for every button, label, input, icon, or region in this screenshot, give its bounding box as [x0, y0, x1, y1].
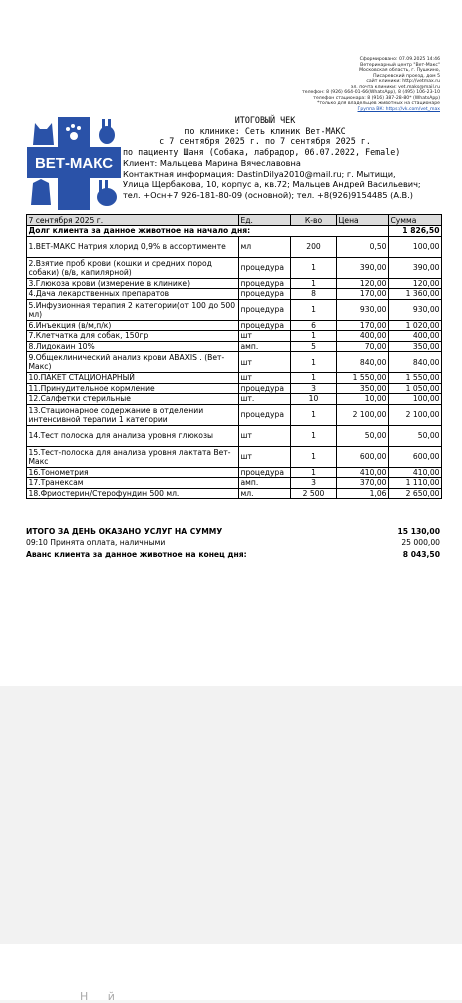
- clinic-email: эл. почта клиники: vet.maks@mail.ru: [350, 84, 440, 90]
- item-unit: шт.: [239, 394, 291, 405]
- debt-start-row: [27, 226, 442, 237]
- clinic-phone: телефон: 8 (926) 664-01-66(WhatsApp), 8 (495) 106-23-10: [302, 90, 440, 95]
- item-qty: 1: [291, 467, 337, 478]
- item-unit: амп.: [239, 341, 291, 352]
- item-qty: 1: [291, 257, 337, 278]
- page-gap: [0, 686, 462, 944]
- total-value: 15 130,00: [397, 527, 440, 536]
- clinic-street: Писаревский проезд, дом 5: [373, 73, 440, 79]
- item-sum: 400,00: [389, 331, 442, 342]
- item-name: 8.Лидокаин 10%: [27, 341, 239, 352]
- clinic-site: сайт клиники: http://vetmax.ru: [366, 79, 440, 84]
- item-sum: 840,00: [389, 352, 442, 373]
- item-unit: шт: [239, 373, 291, 384]
- client-name: Клиент: Мальцева Марина Вячеславовна: [123, 158, 301, 168]
- receipt-period: с 7 сентября 2025 г. по 7 сентября 2025 г.: [159, 136, 371, 146]
- item-price: 170,00: [337, 289, 389, 300]
- item-name: 5.Инфузионная терапия 2 категории(от 100 до 500 мл): [27, 299, 239, 320]
- debt-start-value: 1 826,50: [389, 226, 442, 237]
- item-name: 1.ВЕТ-МАКС Натрия хлорид 0,9% в ассортименте: [27, 236, 239, 257]
- item-qty: 1: [291, 278, 337, 289]
- item-name: 18.Фриостерин/Стерофундин 500 мл.: [27, 488, 239, 499]
- item-sum: 410,00: [389, 467, 442, 478]
- item-name: 7.Клетчатка для собак, 150гр: [27, 331, 239, 342]
- table-row: [27, 320, 442, 331]
- item-name: 16.Тонометрия: [27, 467, 239, 478]
- table-header-row: [27, 215, 442, 226]
- item-price: 120,00: [337, 278, 389, 289]
- item-name: 17.Транексам: [27, 478, 239, 489]
- item-price: 390,00: [337, 257, 389, 278]
- item-unit: процедура: [239, 383, 291, 394]
- table-row: [27, 488, 442, 499]
- item-unit: процедура: [239, 320, 291, 331]
- hospital-phone: телефон стационара: 8 (916) 387-28-80* (WhatsApp): [313, 95, 440, 101]
- item-sum: 1 110,00: [389, 478, 442, 489]
- item-price: 170,00: [337, 320, 389, 331]
- item-qty: 1: [291, 446, 337, 467]
- table-row: [27, 404, 442, 425]
- item-sum: 2 650,00: [389, 488, 442, 499]
- advance-value: 8 043,50: [402, 549, 440, 559]
- item-price: 0,50: [337, 236, 389, 257]
- vet-max-logo: [27, 117, 121, 210]
- header-sum: Сумма: [389, 215, 442, 226]
- table-row: [27, 383, 442, 394]
- table-row: [27, 394, 442, 405]
- generated-at: Сформировано: 07.09.2025 14:46: [359, 57, 440, 62]
- item-price: 350,00: [337, 383, 389, 394]
- table-row: [27, 236, 442, 257]
- item-sum: 930,00: [389, 299, 442, 320]
- table-row: [27, 478, 442, 489]
- item-sum: 1 550,00: [389, 373, 442, 384]
- item-price: 2 100,00: [337, 404, 389, 425]
- item-price: 600,00: [337, 446, 389, 467]
- item-sum: 1 020,00: [389, 320, 442, 331]
- item-qty: 6: [291, 320, 337, 331]
- item-unit: процедура: [239, 278, 291, 289]
- receipt-clinic-line: по клинике: Сеть клиник Вет-МАКС: [184, 125, 346, 136]
- item-sum: 100,00: [389, 394, 442, 405]
- item-name: 15.Тест-полоска для анализа уровня лактата Вет-Макс: [27, 446, 239, 467]
- receipt-title: ИТОГОВЫЙ ЧЕК: [234, 115, 296, 125]
- item-price: 50,00: [337, 425, 389, 446]
- item-unit: шт: [239, 352, 291, 373]
- item-unit: процедура: [239, 404, 291, 425]
- item-unit: мл.: [239, 488, 291, 499]
- table-row: [27, 467, 442, 478]
- table-row: [27, 446, 442, 467]
- item-sum: 120,00: [389, 278, 442, 289]
- item-sum: 1 050,00: [389, 383, 442, 394]
- item-unit: шт: [239, 425, 291, 446]
- header-date: 7 сентября 2025 г.: [27, 215, 239, 226]
- item-name: 11.Принудительное кормление: [27, 383, 239, 394]
- payment-label: 09:10 Принята оплата, наличными: [26, 538, 166, 548]
- debt-start-label: Долг клиента за данное животное на начало дня:: [27, 226, 389, 237]
- logo-text: ВЕТ-МАКС: [34, 155, 114, 172]
- item-name: 10.ПАКЕТ СТАЦИОНАРНЫЙ: [27, 373, 239, 384]
- header-unit: Ед.: [239, 215, 291, 226]
- clinic-name: Ветеринарный центр "Вет-Макс": [360, 62, 440, 68]
- item-unit: процедура: [239, 289, 291, 300]
- table-row: [27, 299, 442, 320]
- advance-label: Аванс клиента за данное животное на конец дня:: [26, 549, 247, 559]
- table-row: [27, 289, 442, 300]
- receipt-title-block: [150, 115, 380, 147]
- item-sum: 350,00: [389, 341, 442, 352]
- item-qty: 1: [291, 299, 337, 320]
- item-unit: шт: [239, 446, 291, 467]
- total-row: [26, 526, 441, 537]
- item-price: 840,00: [337, 352, 389, 373]
- next-page: [0, 944, 462, 1000]
- item-price: 70,00: [337, 341, 389, 352]
- item-price: 10,00: [337, 394, 389, 405]
- item-unit: процедура: [239, 257, 291, 278]
- item-price: 1,06: [337, 488, 389, 499]
- services-table: [26, 214, 442, 499]
- item-unit: амп.: [239, 478, 291, 489]
- item-name: 4.Дача лекарственных препаратов: [27, 289, 239, 300]
- item-sum: 2 100,00: [389, 404, 442, 425]
- item-qty: 1: [291, 331, 337, 342]
- item-qty: 1: [291, 404, 337, 425]
- item-qty: 10: [291, 394, 337, 405]
- payment-row: [26, 537, 441, 548]
- clinic-region: Московская область, г. Пушкино,: [359, 68, 440, 73]
- vk-group-link[interactable]: Группа ВК: https://vk.com/vet_max: [357, 106, 440, 112]
- item-name: 6.Инъекция (в/м,п/к): [27, 320, 239, 331]
- item-price: 370,00: [337, 478, 389, 489]
- item-name: 2.Взятие проб крови (кошки и средних пород собаки) (в/в, капилярной): [27, 257, 239, 278]
- item-price: 400,00: [337, 331, 389, 342]
- item-unit: шт: [239, 331, 291, 342]
- total-label: ИТОГО ЗА ДЕНЬ ОКАЗАНО УСЛУГ НА СУММУ: [26, 527, 223, 536]
- table-row: [27, 341, 442, 352]
- item-price: 410,00: [337, 467, 389, 478]
- clinic-info: [240, 57, 440, 112]
- item-name: 3.Глюкоза крови (измерение в клинике): [27, 278, 239, 289]
- hospital-note: *только для владельцев животных на стационаре: [317, 101, 440, 106]
- payment-value: 25 000,00: [401, 538, 440, 548]
- item-name: 9.Общеклинический анализ крови ABAXIS . (Вет-Макс): [27, 352, 239, 373]
- item-qty: 1: [291, 352, 337, 373]
- header-price: Цена: [337, 215, 389, 226]
- item-qty: 8: [291, 289, 337, 300]
- table-row: [27, 331, 442, 342]
- item-qty: 5: [291, 341, 337, 352]
- item-price: 1 550,00: [337, 373, 389, 384]
- table-row: [27, 352, 442, 373]
- client-contact: Контактная информация: DastinDilya2010@mail.ru; г. Мытищи, Улица Щербакова, 10, корпус а, кв.72; Мальцев Андрей Васильевич; тел. +Осн+7 926-181-80-09 (основной); тел. +8(926)9154485 (А.В.): [123, 168, 421, 200]
- item-name: 12.Салфетки стерильные: [27, 394, 239, 405]
- item-unit: процедура: [239, 467, 291, 478]
- item-sum: 50,00: [389, 425, 442, 446]
- item-sum: 600,00: [389, 446, 442, 467]
- next-page-partial-text: Н й: [80, 990, 123, 1003]
- item-qty: 1: [291, 373, 337, 384]
- item-sum: 1 360,00: [389, 289, 442, 300]
- receipt-patient: по пациенту Шаня (Собака, лабрадор, 06.07.2022, Female): [123, 147, 401, 157]
- item-qty: 3: [291, 478, 337, 489]
- item-name: 13.Стационарное содержание в отделении интенсивной терапии 1 категории: [27, 404, 239, 425]
- item-unit: мл: [239, 236, 291, 257]
- header-qty: К-во: [291, 215, 337, 226]
- item-unit: процедура: [239, 299, 291, 320]
- item-qty: 200: [291, 236, 337, 257]
- item-qty: 1: [291, 425, 337, 446]
- advance-row: [26, 549, 441, 560]
- table-row: [27, 278, 442, 289]
- item-sum: 390,00: [389, 257, 442, 278]
- item-price: 930,00: [337, 299, 389, 320]
- item-qty: 2 500: [291, 488, 337, 499]
- table-row: [27, 373, 442, 384]
- table-row: [27, 425, 442, 446]
- item-sum: 100,00: [389, 236, 442, 257]
- summary-block: [26, 526, 441, 560]
- client-block: [123, 158, 423, 200]
- table-row: [27, 257, 442, 278]
- item-qty: 3: [291, 383, 337, 394]
- item-name: 14.Тест полоска для анализа уровня глюкозы: [27, 425, 239, 446]
